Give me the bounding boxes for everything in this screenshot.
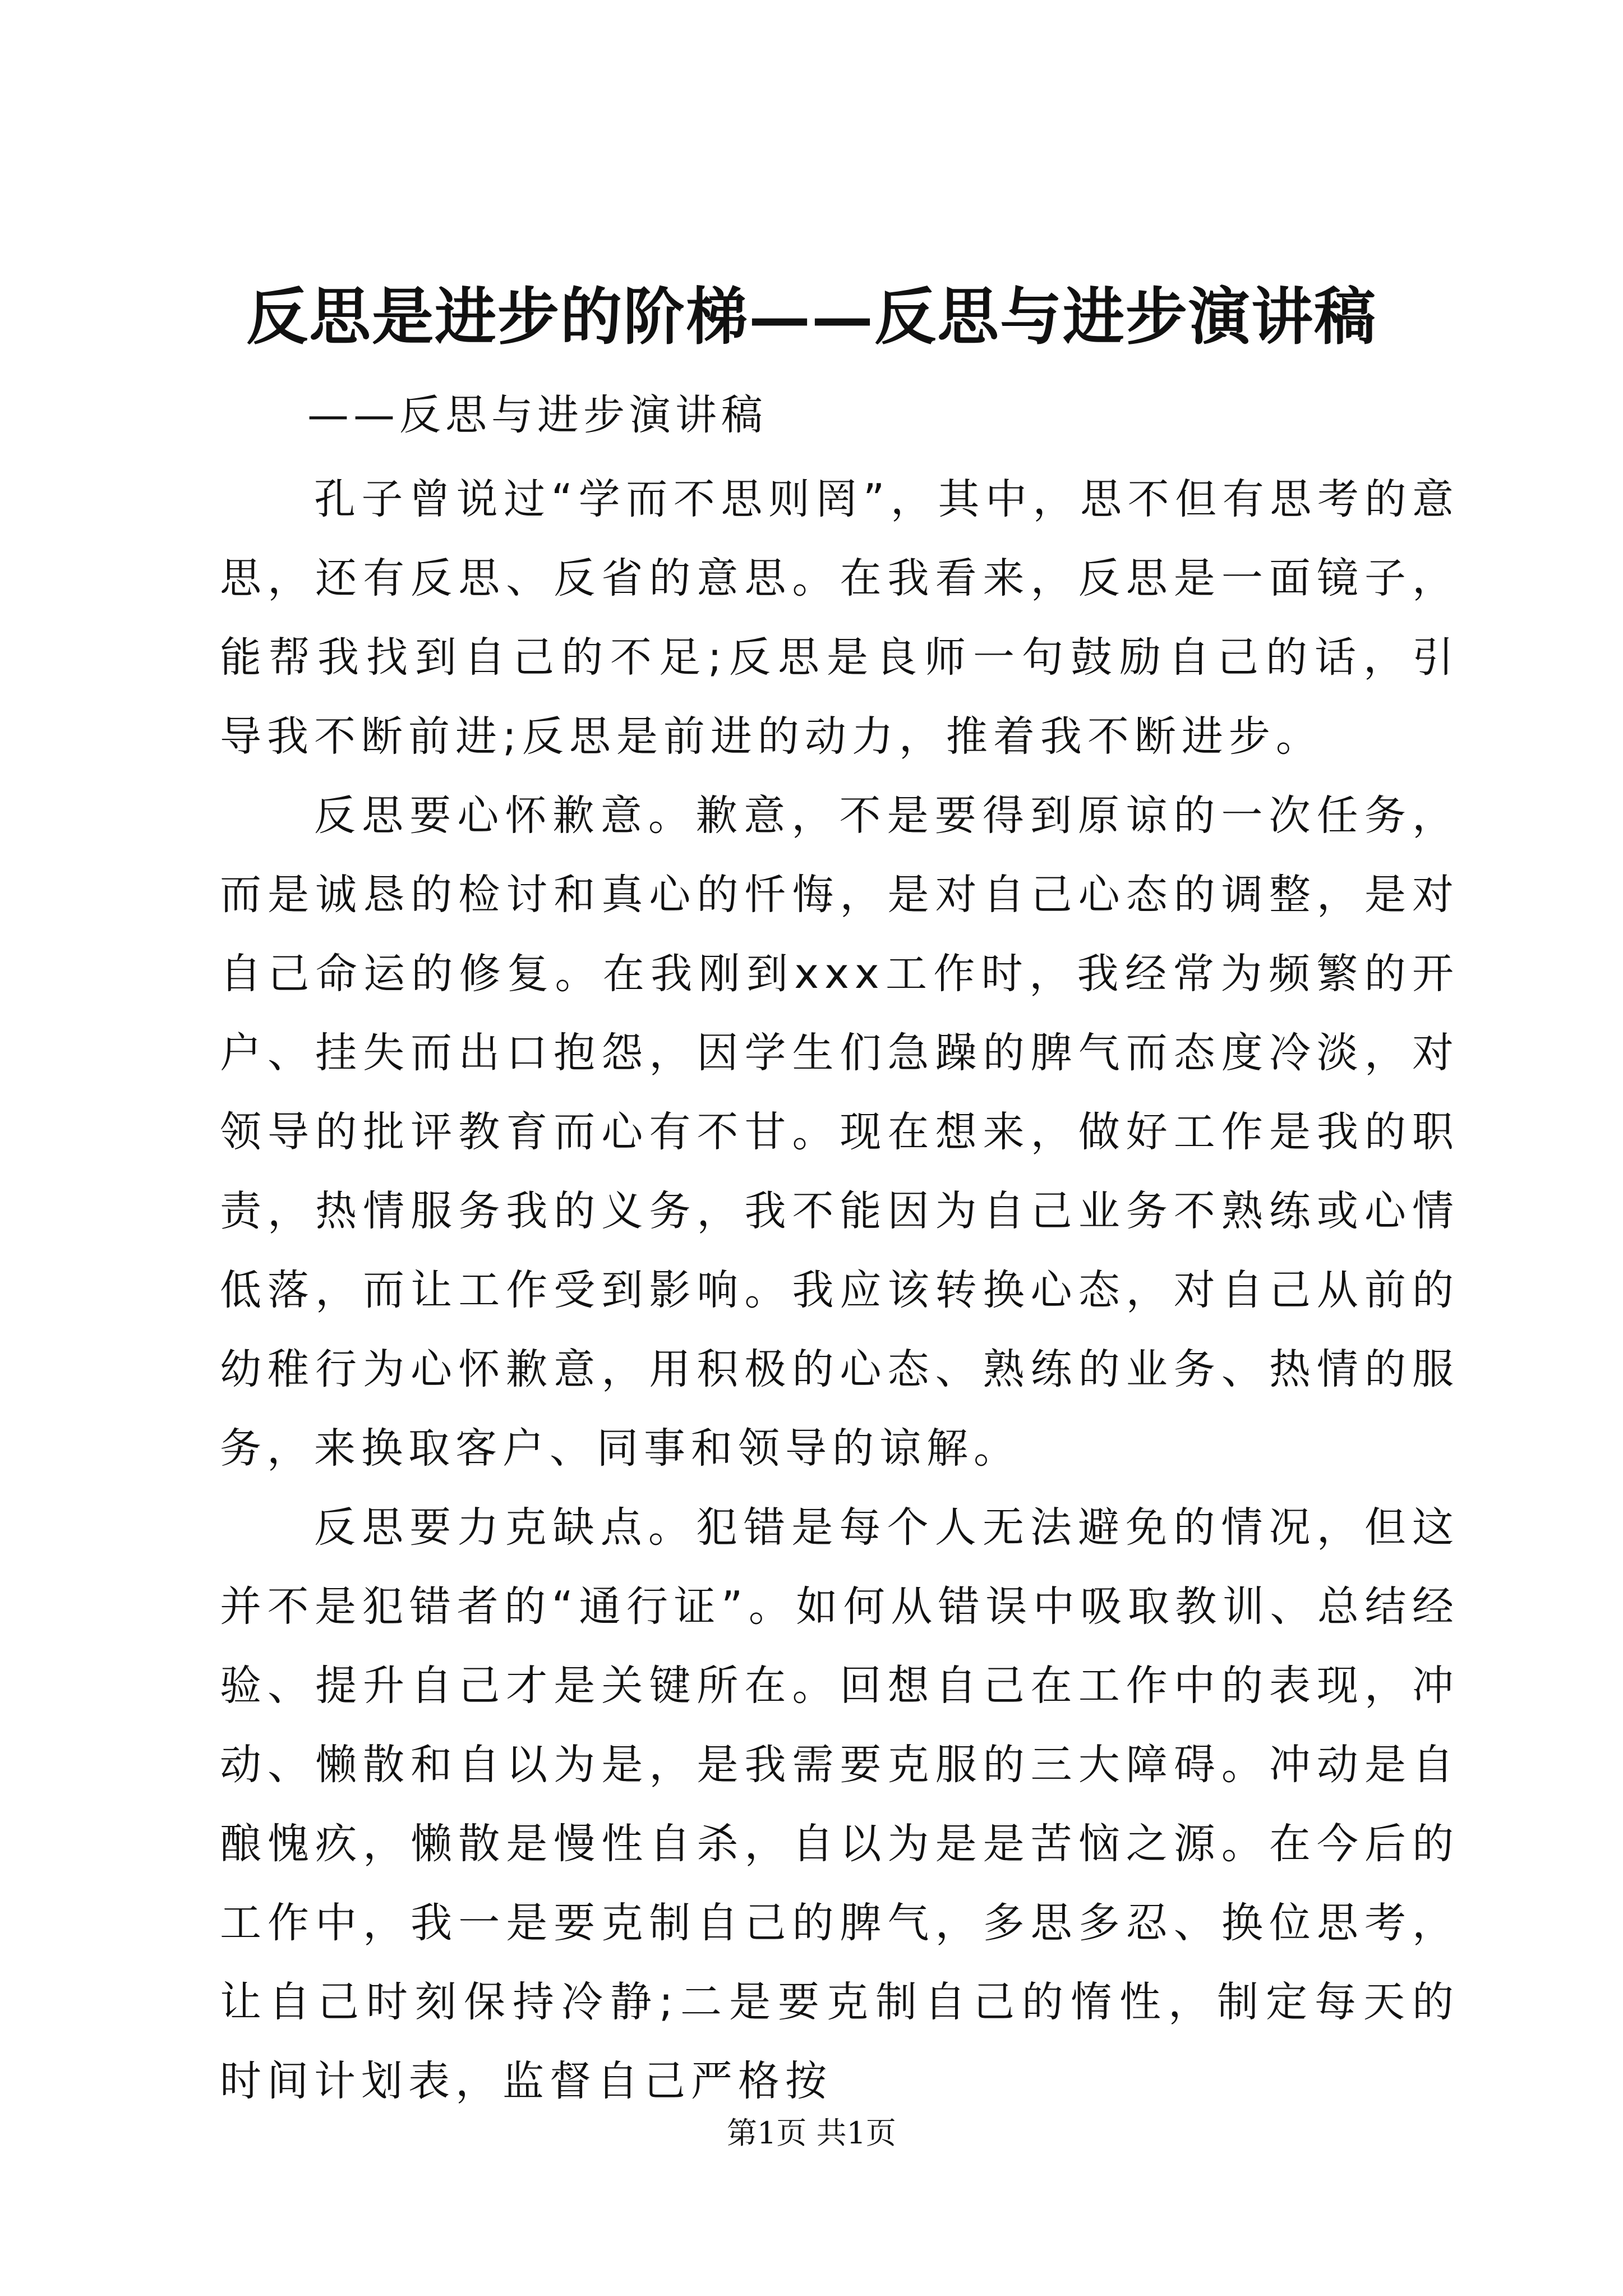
document-body xyxy=(220,460,1459,2121)
page-footer: 第1页 共1页 xyxy=(727,2115,896,2151)
document-title: 反思是进步的阶梯——反思与进步演讲稿 xyxy=(246,280,1377,353)
paragraph: 反思要力克缺点。犯错是每个人无法避免的情况，但这并不是犯错者的“通行证”。如何从错误中吸取教训、总结经验、提升自己才是关键所在。回想自己在工作中的表现，冲动、懒散和自以为是，是我需要克服的三大障碍。冲动是自酿愧疚，懒散是慢性自杀，自以为是是苦恼之源。在今后的工作中，我一是要克制自己的脾气，多思多忍、换位思考，让自己时刻保持冷静;二是要克制自己的惰性，制定每天的时间计划表，监督自己严格按 xyxy=(220,1503,1459,2105)
document-subtitle: ——反思与进步演讲稿 xyxy=(307,391,767,439)
paragraph: 反思要心怀歉意。歉意，不是要得到原谅的一次任务，而是诚恳的检讨和真心的忏悔，是对自己心态的调整，是对自己命运的修复。在我刚到xxx工作时，我经常为频繁的开户、挂失而出口抱怨，因学生们急躁的脾气而态度冷淡，对领导的批评教育而心有不甘。现在想来，做好工作是我的职责，热情服务我的义务，我不能因为自己业务不熟练或心情低落，而让工作受到影响。我应该转换心态，对自己从前的幼稚行为心怀歉意，用积极的心态、熟练的业务、热情的服务，来换取客户、同事和领导的谅解。 xyxy=(220,792,1459,1473)
paragraph: 孔子曾说过“学而不思则罔”，其中，思不但有思考的意思，还有反思、反省的意思。在我看来，反思是一面镜子，能帮我找到自己的不足;反思是良师一句鼓励自己的话，引导我不断前进;反思是前进的动力，推着我不断进步。 xyxy=(220,475,1459,761)
